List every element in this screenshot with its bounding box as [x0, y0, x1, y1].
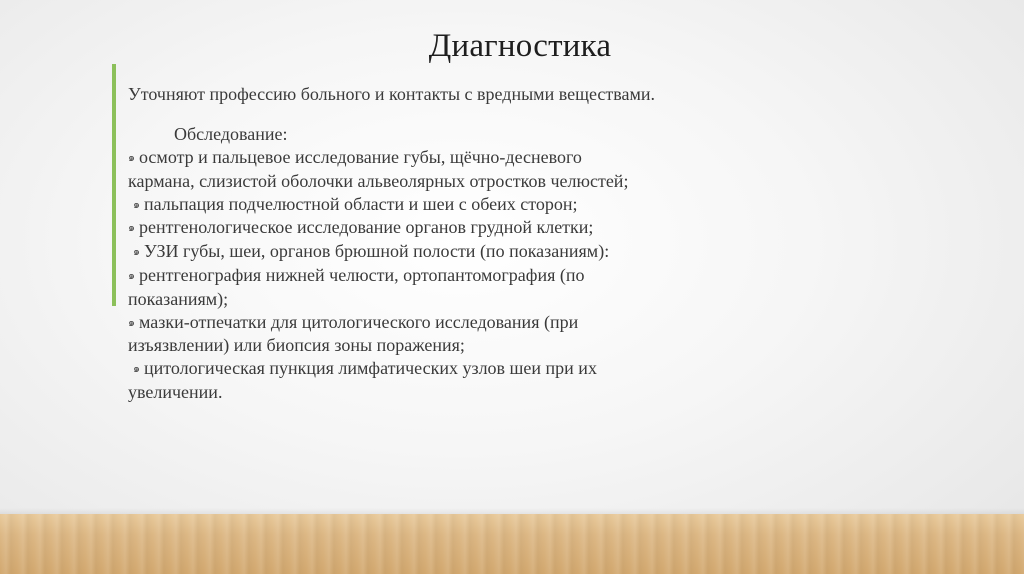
- list-item: [128, 240, 648, 264]
- list-item: [128, 193, 648, 217]
- wooden-floor: [0, 514, 1024, 574]
- spiral-bullet-icon: ๑: [128, 222, 135, 235]
- intro-text: Уточняют профессию больного и контакты с вредными веществами.: [128, 84, 656, 104]
- accent-bar: [112, 64, 116, 306]
- spiral-bullet-icon: ๑: [133, 363, 140, 376]
- spiral-bullet-icon: ๑: [133, 246, 140, 259]
- spiral-bullet-icon: ๑: [128, 152, 135, 164]
- spiral-bullet-icon: ๑: [133, 198, 140, 211]
- list-item: [128, 216, 648, 240]
- spiral-bullet-icon: ๑: [128, 269, 135, 282]
- list-item: [128, 357, 648, 404]
- list-item-text: цитологическая пункция лимфатических узлов шеи при их увеличении.: [128, 358, 597, 402]
- list-item-text: пальпация подчелюстной области и шеи с обеих сторон;: [143, 193, 578, 214]
- slide-title: Диагностика: [428, 28, 612, 64]
- list-item-text: рентгенологическое исследование органов грудной клетки;: [138, 217, 594, 238]
- list-item: [128, 311, 648, 358]
- exam-heading: Обследование:: [174, 124, 288, 144]
- exam-list: [128, 146, 648, 404]
- spiral-bullet-icon: ๑: [128, 316, 135, 329]
- list-item: [128, 146, 648, 193]
- list-item-text: мазки-отпечатки для цитологического исследования (при изъязвлении) или биопсия зоны поражения;: [128, 311, 579, 356]
- list-item-text: УЗИ губы, шеи, органов брюшной полости (по показаниям):: [143, 241, 610, 262]
- list-item-text: осмотр и пальцевое исследование губы, щёчно-десневого кармана, слизистой оболочки альвеолярных отростков челюстей;: [128, 147, 629, 191]
- list-item: [128, 264, 648, 311]
- list-item-text: рентгенография нижней челюсти, ортопантомография (по показаниям);: [128, 264, 585, 309]
